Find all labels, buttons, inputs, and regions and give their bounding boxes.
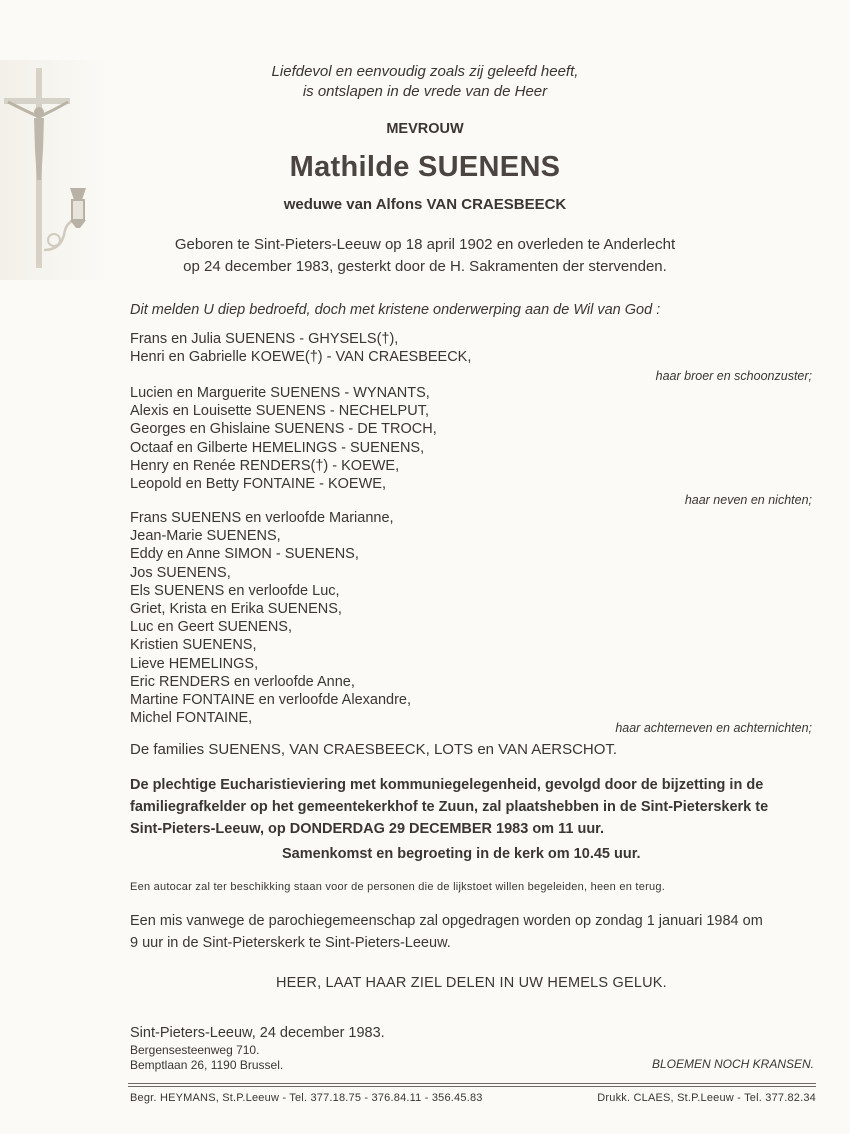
footer-undertaker: Begr. HEYMANS, St.P.Leeuw - Tel. 377.18.75 - 376.84.11 - 356.45.83 <box>130 1092 483 1104</box>
prayer: HEER, LAAT HAAR ZIEL DELEN IN UW HEMELS GELUK. <box>276 975 667 991</box>
relation-grandnephews: haar achterneven en achternichten; <box>615 721 812 735</box>
service-line-3: Sint-Pieters-Leeuw, op DONDERDAG 29 DECEMBER 1983 om 11 uur. <box>130 821 605 837</box>
list-item: Georges en Ghislaine SUENENS - DE TROCH, <box>130 421 437 438</box>
footer-printer: Drukk. CLAES, St.P.Leeuw - Tel. 377.82.34 <box>597 1092 816 1104</box>
intro-line-1: Liefdevol en eenvoudig zoals zij geleefd heeft, <box>271 63 579 80</box>
list-item: Eddy en Anne SIMON - SUENENS, <box>130 546 359 563</box>
list-item: Alexis en Louisette SUENENS - NECHELPUT, <box>130 403 429 420</box>
list-item: Lieve HEMELINGS, <box>130 655 259 672</box>
list-item: Eric RENDERS en verloofde Anne, <box>130 673 355 690</box>
place-date: Sint-Pieters-Leeuw, 24 december 1983. <box>130 1025 385 1041</box>
service-line-1: De plechtige Eucharistieviering met kommuniegelegenheid, gevolgd door de bijzetting in de <box>130 777 764 793</box>
service-info <box>130 774 820 840</box>
footer-divider <box>128 1086 816 1087</box>
list-item: Leopold en Betty FONTAINE - KOEWE, <box>130 476 386 493</box>
address-2: Bemptlaan 26, 1190 Brussel. <box>130 1058 284 1072</box>
deceased-name: Mathilde SUENENS <box>289 151 561 183</box>
intro-line-2: is ontslapen in de vrede van de Heer <box>302 83 548 100</box>
family-group-grandnephews <box>130 509 411 727</box>
list-item: Els SUENENS en verloofde Luc, <box>130 582 340 599</box>
list-item: Henry en Renée RENDERS(†) - KOEWE, <box>130 457 400 474</box>
mass-line-2: 9 uur in de Sint-Pieterskerk te Sint-Pieters-Leeuw. <box>130 935 451 951</box>
autocar-note: Een autocar zal ter beschikking staan voor de personen die de lijkstoet willen begeleiden, heen en terug. <box>130 881 666 893</box>
relation-nephews: haar neven en nichten; <box>684 493 812 507</box>
mass-line-1: Een mis vanwege de parochiegemeenschap zal opgedragen worden op zondag 1 januari 1984 om <box>130 913 763 929</box>
list-item: Michel FONTAINE, <box>130 710 253 727</box>
widow-of: weduwe van Alfons VAN CRAESBEECK <box>283 196 567 213</box>
list-item: Lucien en Marguerite SUENENS - WYNANTS, <box>130 385 430 401</box>
no-flowers: BLOEMEN NOCH KRANSEN. <box>651 1057 814 1071</box>
mass-info <box>130 910 820 954</box>
list-item: Octaaf en Gilberte HEMELINGS - SUENENS, <box>130 439 425 456</box>
honorific: MEVROUW <box>386 121 464 137</box>
list-item: Henri en Gabrielle KOEWE(†) - VAN CRAESBEECK, <box>130 349 472 366</box>
birth-line-2: op 24 december 1983, gesterkt door de H. Sakramenten der stervenden. <box>183 258 667 275</box>
list-item: Kristien SUENENS, <box>130 637 257 654</box>
relation-siblings: haar broer en schoonzuster; <box>655 369 812 383</box>
footer-divider <box>128 1083 816 1084</box>
service-line-2: familiegrafkelder op het gemeentekerkhof te Zuun, zal plaatshebben in de Sint-Pieterskerk te <box>130 799 769 815</box>
families-line: De families SUENENS, VAN CRAESBEECK, LOTS en VAN AERSCHOT. <box>130 741 618 758</box>
list-item: Martine FONTAINE en verloofde Alexandre, <box>130 692 411 709</box>
list-item: Griet, Krista en Erika SUENENS, <box>130 601 342 618</box>
family-group-nephews <box>130 384 437 493</box>
list-item: Luc en Geert SUENENS, <box>130 619 292 636</box>
list-item: Frans SUENENS en verloofde Marianne, <box>130 510 394 526</box>
list-item: Jean-Marie SUENENS, <box>130 528 281 545</box>
address-1: Bergensesteenweg 710. <box>130 1043 260 1057</box>
family-group-siblings <box>130 330 471 366</box>
gathering-line: Samenkomst en begroeting in de kerk om 10.45 uur. <box>282 846 641 862</box>
list-item: Jos SUENENS, <box>130 564 231 581</box>
announcement: Dit melden U diep bedroefd, doch met kristene onderwerping aan de Wil van God : <box>130 302 661 318</box>
birth-line-1: Geboren te Sint-Pieters-Leeuw op 18 april 1902 en overleden te Anderlecht <box>174 236 676 253</box>
list-item: Frans en Julia SUENENS - GHYSELS(†), <box>130 331 399 347</box>
